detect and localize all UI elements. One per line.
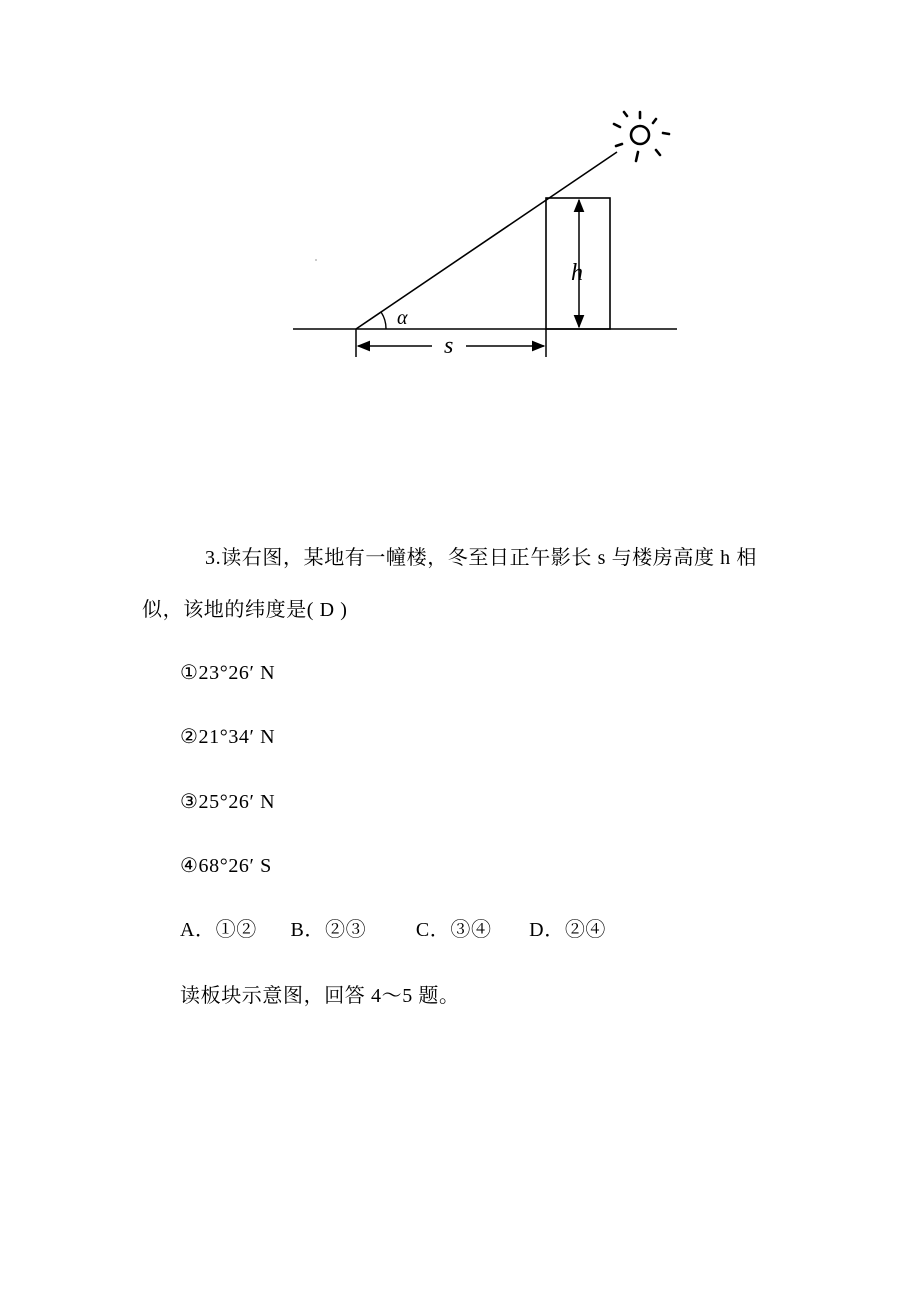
choice-d: D．②④ <box>529 919 607 941</box>
next-section-intro: 读板块示意图，回答 4～5 题。 <box>180 985 460 1007</box>
shadow-diagram <box>0 0 920 420</box>
question-line-1: 3.读右图，某地有一幢楼，冬至日正午影长 s 与楼房高度 h 相 <box>205 547 757 569</box>
option-2: ②21°34′ N <box>180 726 276 748</box>
question-line-2: 似，该地的纬度是( D ) <box>142 599 348 621</box>
sun-ray-line <box>356 152 617 329</box>
option-4: ④68°26′ S <box>180 855 272 877</box>
sun-icon <box>614 112 669 161</box>
label-h: h <box>571 260 583 286</box>
option-3: ③25°26′ N <box>180 791 276 813</box>
angle-arc <box>381 312 386 329</box>
label-s: s <box>444 333 454 359</box>
choice-a: A．①② <box>180 919 257 941</box>
scan-speck <box>315 259 317 261</box>
choice-b: B．②③ <box>290 919 367 941</box>
answer-choices <box>180 916 606 944</box>
option-1: ①23°26′ N <box>180 662 276 684</box>
label-alpha: α <box>397 307 408 329</box>
choice-c: C．③④ <box>415 919 492 941</box>
